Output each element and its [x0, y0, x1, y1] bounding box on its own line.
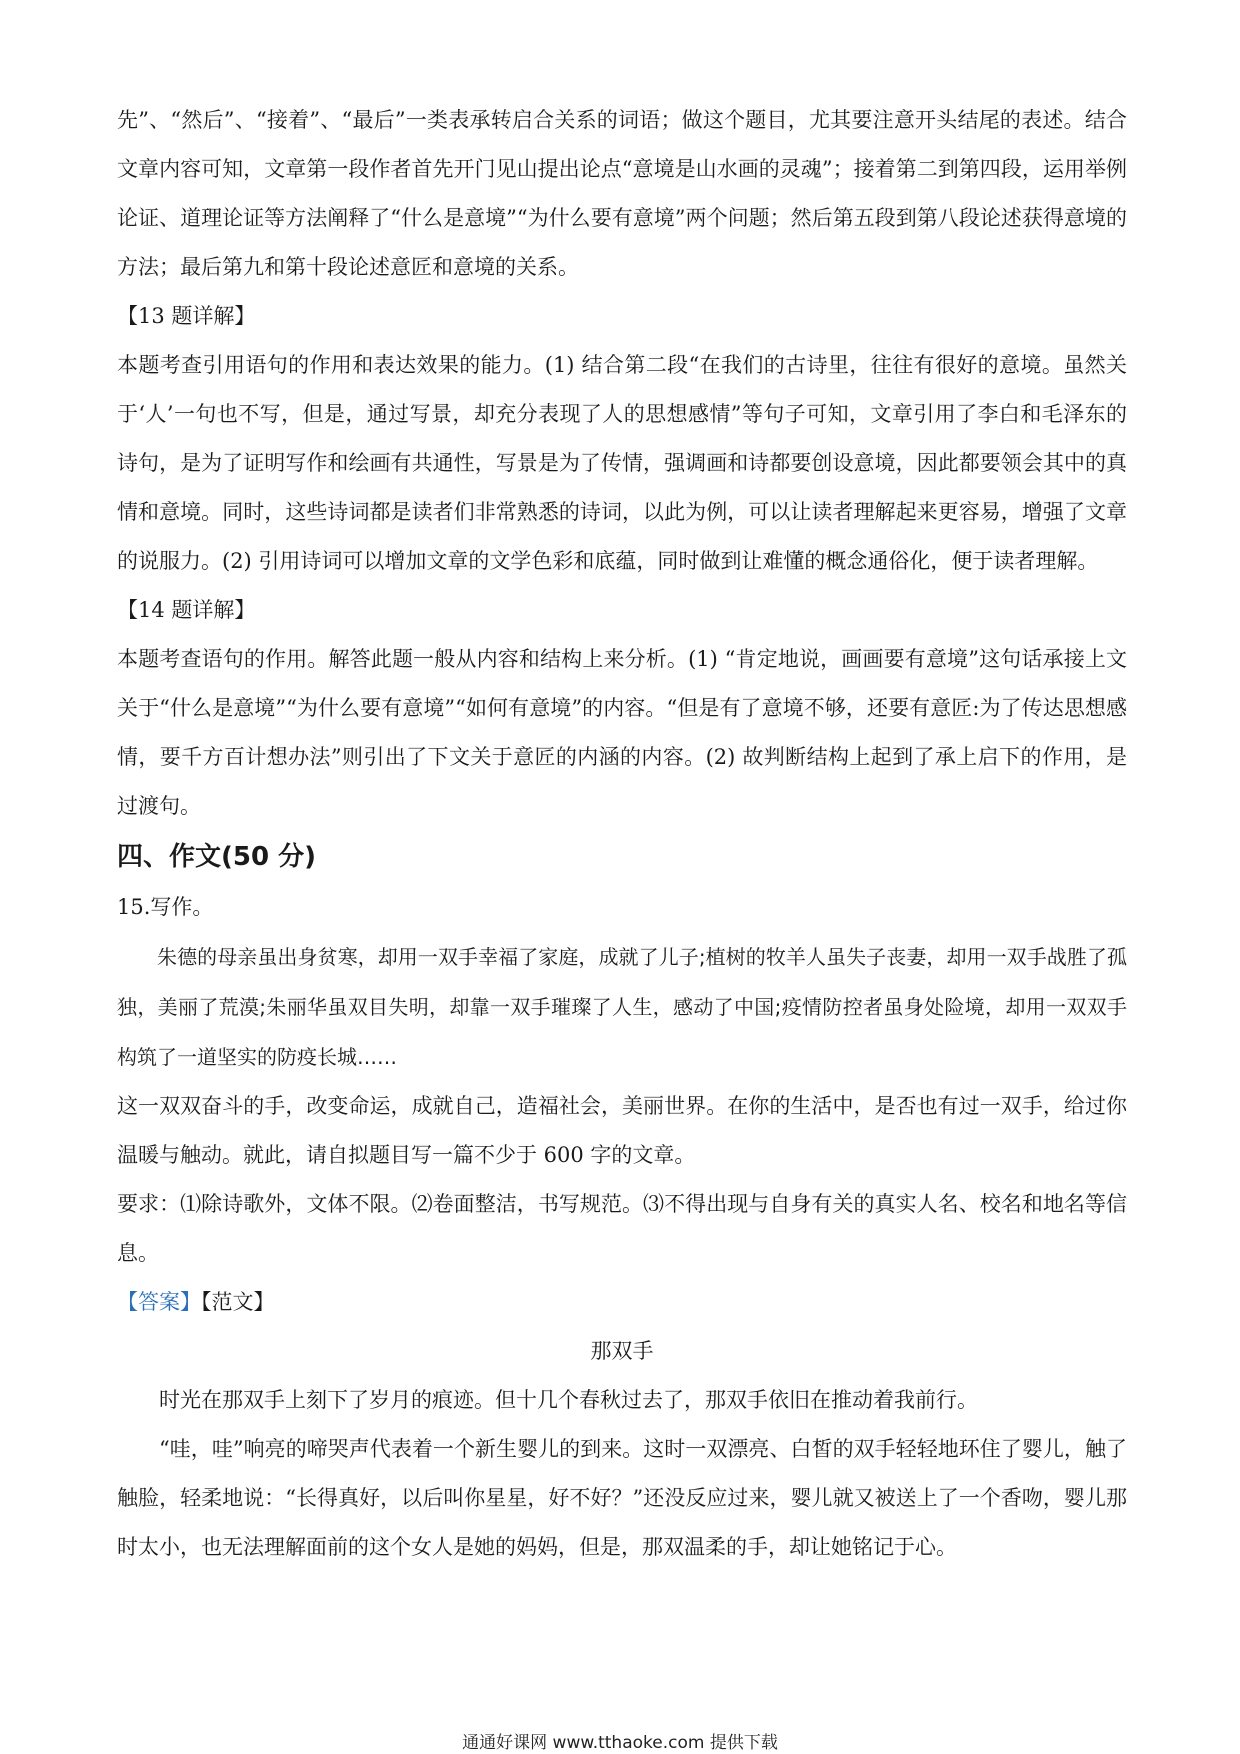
question-13-heading: 【13 题详解】: [117, 304, 256, 328]
writing-prompt-text: 这一双双奋斗的手，改变命运，成就自己，造福社会，美丽世界。在你的生活中，是否也有过一双手，给过你温暖与触动。就此，请自拟题目写一篇不少于 600 字的文章。: [117, 1094, 1127, 1167]
page-footer: 通通好课网 www.tthaoke.com 提供下载: [462, 1733, 778, 1753]
analysis-paragraph-structure: 先”、“然后”、“接着”、“最后”一类表承转启合关系的词语；做这个题目，尤其要注意开头结尾的表述。结合文章内容可知，文章第一段作者首先开门见山提出论点“意境是山水画的灵魂”；接着第二到第四段，运用举例论证、道理论证等方法阐释了“什么是意境”“为什么要有意境”两个问题；然后第五段到第八段论述获得意境的方法；最后第九和第十段论述意匠和意境的关系。: [117, 108, 1127, 279]
sample-essay-tag: 【范文】: [201, 1290, 275, 1314]
analysis-paragraph-q13: 本题考查引用语句的作用和表达效果的能力。(1) 结合第二段“在我们的古诗里，往往有很好的意境。虽然关于‘人’一句也不写，但是，通过写景，却充分表现了人的思想感情”等句子可知，文章引用了李白和毛泽东的诗句，是为了证明写作和绘画有共通性，写景是为了传情，强调画和诗都要创设意境，因此都要领会其中的真情和意境。同时，这些诗词都是读者们非常熟悉的诗词，以此为例，可以让读者理解起来更容易，增强了文章的说服力。(2) 引用诗词可以增加文章的文学色彩和底蕴，同时做到让难懂的概念通俗化，便于读者理解。: [117, 353, 1127, 573]
writing-prompt-quote: 朱德的母亲虽出身贫寒，却用一双手幸福了家庭，成就了儿子;植树的牧羊人虽失子丧妻，却用一双手战胜了孤独，美丽了荒漠;朱丽华虽双目失明，却靠一双手璀璨了人生，感动了中国;疫情防控者虽身处险境，却用一双双手构筑了一道坚实的防疫长城……: [117, 945, 1127, 1069]
answer-tag: 【答案】: [117, 1290, 201, 1314]
document-content: [117, 96, 1127, 1572]
analysis-paragraph-q14: 本题考查语句的作用。解答此题一般从内容和结构上来分析。(1) “肯定地说，画画要有意境”这句话承接上文关于“什么是意境”“为什么要有意境”“如何有意境”的内容。“但是有了意境不够，还要有意匠:为了传达思想感情，要千方百计想办法”则引出了下文关于意匠的内涵的内容。(2) 故判断结构上起到了承上启下的作用，是过渡句。: [117, 647, 1127, 818]
essay-paragraph-2: “哇，哇”响亮的啼哭声代表着一个新生婴儿的到来。这时一双漂亮、白皙的双手轻轻地环住了婴儿，触了触脸，轻柔地说：“长得真好，以后叫你星星，好不好？”还没反应过来，婴儿就又被送上了一个香吻，婴儿那时太小，也无法理解面前的这个女人是她的妈妈，但是，那双温柔的手，却让她铭记于心。: [117, 1437, 1127, 1559]
essay-paragraph-1: 时光在那双手上刻下了岁月的痕迹。但十几个春秋过去了，那双手依旧在推动着我前行。: [159, 1388, 978, 1412]
question-15-label: 15.写作。: [117, 895, 214, 919]
question-14-heading: 【14 题详解】: [117, 598, 256, 622]
section-heading-composition: 四、作文(50 分): [117, 842, 316, 872]
writing-requirements: 要求：⑴除诗歌外，文体不限。⑵卷面整洁，书写规范。⑶不得出现与自身有关的真实人名、校名和地名等信息。: [117, 1192, 1127, 1265]
answer-line: [117, 1278, 1127, 1327]
essay-title: 那双手: [590, 1339, 654, 1363]
